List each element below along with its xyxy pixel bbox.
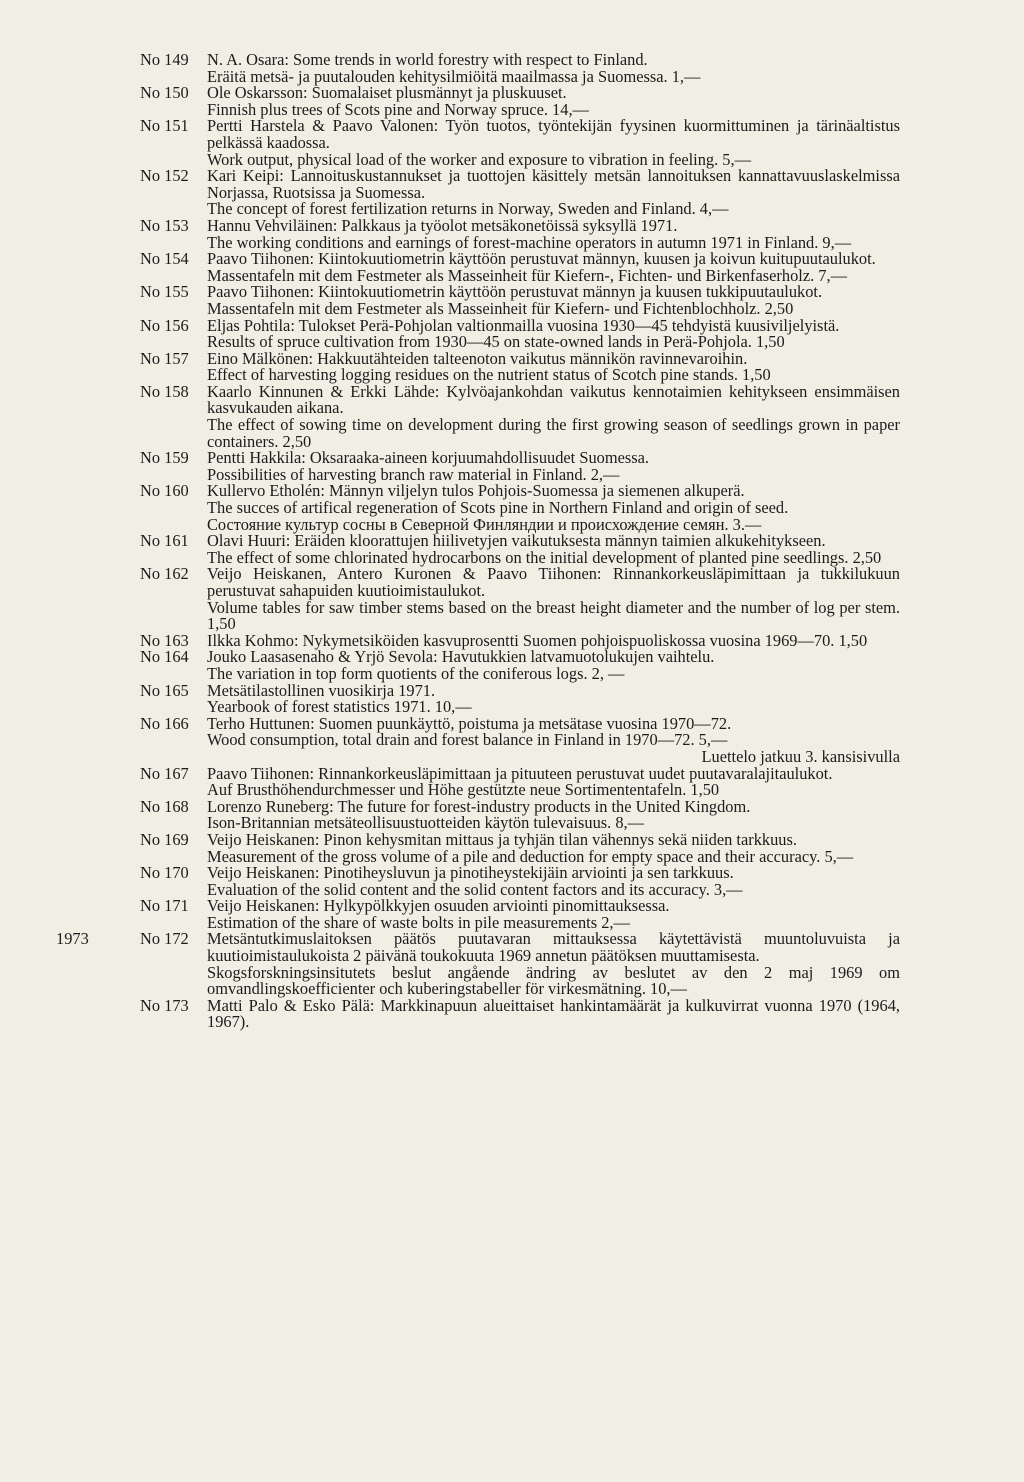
publication-entry [140,348,900,385]
entry-title: Eljas Pohtila: Tulokset Perä-Pohjolan valtionmailla vuosina 1930—45 tehdyistä kuusiviljelyistä. [207,315,840,335]
entry-translation: Eräitä metsä- ja puutalouden kehitysilmiöitä maailmassa ja Suomessa. 1,— [207,66,701,86]
entry-title: Eino Mälkönen: Hakkuutähteiden talteenoton vaikutus männikön ravinnevaroihin. [207,348,748,368]
entry-translation: Finnish plus trees of Scots pine and Norway spruce. 14,— [207,99,589,119]
entry-body [207,315,900,352]
entry-translation: Possibilities of harvesting branch raw material in Finland. 2,— [207,464,620,484]
entry-body [207,865,900,898]
entry-title: Veijo Heiskanen: Pinotiheysluvun ja pinotiheystekijäin arviointi ja sen tarkkuus. [207,863,734,883]
publication-entry [140,315,900,352]
entry-number: No 160 [140,481,189,501]
entry-number: No 172 [140,929,189,949]
entry-body [207,450,900,483]
entry-number: No 170 [140,863,189,883]
entry-title: Metsätilastollinen vuosikirja 1971. [207,680,436,700]
entry-title: Metsäntutkimuslaitoksen päätös puutavaran mittauksessa käytettävistä muuntoluvuista ja kuutioimistaulukoista 2 päivänä toukokuuta 1969 annetun päätöksen muuttamisesta. [207,929,900,966]
entry-number: No 155 [140,282,189,302]
entry-translation: Results of spruce cultivation from 1930—45 on state-owned lands in Perä-Pohjola. 1,50 [207,332,785,352]
entry-translation: Ison-Britannian metsäteollisuustuotteiden käytön tulevaisuus. 8,— [207,813,645,833]
publication-entry [140,85,900,118]
entry-body [207,483,900,533]
publication-entry [140,898,900,931]
entry-title: Veijo Heiskanen: Pinon kehysmitan mittaus ja tyhjän tilan vähennys sekä niiden tarkkuus. [207,829,797,849]
entry-number: No 164 [140,647,189,667]
entry-translation: The working conditions and earnings of forest-machine operators in autumn 1971 in Finland. 9,— [207,232,852,252]
entry-title: Hannu Vehviläinen: Palkkaus ja työolot metsäkonetöissä syksyllä 1971. [207,215,678,235]
entry-body [207,85,900,118]
publication-entry [140,118,900,168]
publication-entry [140,829,900,866]
entry-body [207,348,900,385]
entry-translation: The succes of artifical regeneration of Scots pine in Northern Finland and origin of seed. [207,498,789,518]
entry-title: Ole Oskarsson: Suomalaiset plusmännyt ja pluskuuset. [207,83,567,103]
entry-number: No 152 [140,166,189,186]
entry-number: No 157 [140,348,189,368]
entry-title: Pentti Hakkila: Oksaraaka-aineen korjuumahdollisuudet Suomessa. [207,448,649,468]
publication-entry [140,931,900,997]
entry-body [207,931,900,997]
entry-translation: Massentafeln mit dem Festmeter als Masseinheit für Kiefern- und Fichtenblochholz. 2,50 [207,298,794,318]
publication-entry [140,763,900,800]
publication-entry [140,649,900,682]
publication-entry [140,713,900,766]
publication-entry [140,168,900,218]
entry-number: No 165 [140,680,189,700]
entry-title: Lorenzo Runeberg: The future for forest-industry products in the United Kingdom. [207,796,751,816]
entry-body [207,898,900,931]
publication-entry [140,251,900,284]
entry-title: Olavi Huuri: Eräiden kloorattujen hiilivetyjen vaikutuksesta männyn taimien alkukehitykseen. [207,531,826,551]
entry-number: No 154 [140,249,189,269]
entry-number: No 149 [140,50,189,69]
entry-translation: The effect of sowing time on development during the first growing season of seedlings grown in paper containers. 2,50 [207,415,900,451]
entry-title: Paavo Tiihonen: Rinnankorkeusläpimittaan ja pituuteen perustuvat uudet puutavaralajitaulukot. [207,763,833,783]
entry-body [207,829,900,866]
entry-title: Ilkka Kohmo: Nykymetsiköiden kasvuprosentti Suomen pohjoispuoliskossa vuosina 1969—70. 1,50 [207,630,868,650]
publication-entry [140,215,900,252]
entry-translation: Effect of harvesting logging residues on the nutrient status of Scotch pine stands. 1,50 [207,365,771,385]
entry-number: No 161 [140,531,189,551]
entry-number: No 156 [140,315,189,335]
entry-body [207,251,900,284]
entry-body [207,284,900,317]
entry-number: No 158 [140,381,189,401]
entry-translation: Wood consumption, total drain and forest balance in Finland in 1970—72. 5,— [207,730,728,750]
publication-entry [140,533,900,566]
publication-list [140,52,900,1031]
entry-title: Matti Palo & Esko Pälä: Markkinapuun alueittaiset hankintamäärät ja kulkuvirrat vuonna 1970 (1964, 1967). [207,995,900,1032]
publication-entry [140,796,900,833]
entry-title: Kaarlo Kinnunen & Erkki Lähde: Kylvöajankohdan vaikutus kennotaimien kehitykseen ensimmäisen kasvukauden aikana. [207,381,900,418]
entry-title: Paavo Tiihonen: Kiintokuutiometrin käyttöön perustuvat männyn, kuusen ja koivun kuitupuutaulukot. [207,249,876,269]
entry-number: No 151 [140,116,189,136]
entry-number: No 173 [140,995,189,1015]
entry-body [207,713,900,766]
publication-entry [140,680,900,717]
entry-number: No 166 [140,713,189,733]
entry-translation: Estimation of the share of waste bolts in pile measurements 2,— [207,912,630,932]
publication-entry [140,995,900,1032]
entry-number: No 171 [140,896,189,916]
publication-entry [140,865,900,898]
entry-body [207,533,900,566]
entry-title: Veijo Heiskanen, Antero Kuronen & Paavo Tiihonen: Rinnankorkeusläpimittaan ja tukkilukuun perustuvat sahapuiden kuutioimistaulukot. [207,564,900,600]
entry-body [207,995,900,1032]
margin-year: 1973 [56,929,89,948]
entry-body [207,215,900,252]
entry-title: Terho Huttunen: Suomen puunkäyttö, poistuma ja metsätase vuosina 1970—72. [207,713,732,733]
publication-entry [140,284,900,317]
entry-translation: Work output, physical load of the worker and exposure to vibration in feeling. 5,— [207,149,751,169]
entry-translation: Состояние культур сосны в Северной Финляндии и происхождение семян. 3.— [207,514,762,534]
entry-title: Kari Keipi: Lannoituskustannukset ja tuottojen käsittely metsän lannoituksen kannattavuuslaskelmissa Norjassa, Ruotsissa ja Suomessa. [207,166,900,202]
entry-body [207,680,900,717]
entry-translation: The variation in top form quotients of the coniferous logs. 2, — [207,663,625,683]
publication-entry [140,52,900,85]
entry-translation: Measurement of the gross volume of a pile and deduction for empty space and their accuracy. 5,— [207,846,854,866]
publication-entry [140,381,900,451]
entry-body [207,649,900,682]
entry-translation: The concept of forest fertilization returns in Norway, Sweden and Finland. 4,— [207,199,729,219]
continuation-note: Luettelo jatkuu 3. kansisivulla [701,746,900,766]
entry-body [207,118,900,168]
entry-title: Pertti Harstela & Paavo Valonen: Työn tuotos, työntekijän fyysinen kuormittuminen ja tärinäaltistus pelkässä kaadossa. [207,116,900,152]
entry-title: Paavo Tiihonen: Kiintokuutiometrin käyttöön perustuvat männyn ja kuusen tukkipuutaulukot. [207,282,823,302]
entry-number: No 163 [140,630,189,650]
publication-entry [140,450,900,483]
entry-translation: Evaluation of the solid content and the solid content factors and its accuracy. 3,— [207,879,743,899]
entry-translation: Yearbook of forest statistics 1971. 10,— [207,697,472,717]
entry-body [207,566,900,632]
entry-number: No 167 [140,763,189,783]
entry-title: Kullervo Etholén: Männyn viljelyn tulos Pohjois-Suomessa ja siemenen alkuperä. [207,481,745,501]
publication-entry [140,483,900,533]
entry-number: No 169 [140,829,189,849]
entry-body [207,168,900,218]
entry-title: Veijo Heiskanen: Hylkypölkkyjen osuuden arviointi pinomittauksessa. [207,896,670,916]
entry-title: N. A. Osara: Some trends in world forestry with respect to Finland. [207,50,648,69]
entry-title: Jouko Laasasenaho & Yrjö Sevola: Havutukkien latvamuotolukujen vaihtelu. [207,647,715,667]
entry-body [207,796,900,833]
entry-number: No 153 [140,215,189,235]
entry-translation: Skogsforskningsinsitutets beslut angående ändring av beslutet av den 2 maj 1969 om omvandlingskoefficienter och kuberingstabeller för virkesmätning. 10,— [207,962,900,999]
publication-entry [140,566,900,632]
entry-body [207,381,900,451]
entry-number: No 168 [140,796,189,816]
entry-body [207,52,900,85]
entry-number: No 162 [140,564,189,584]
entry-translation: Auf Brusthöhendurchmesser und Höhe gestützte neue Sortimententafeln. 1,50 [207,780,720,800]
entry-number: No 150 [140,83,189,103]
entry-translation: Massentafeln mit dem Festmeter als Masseinheit für Kiefern-, Fichten- und Birkenfaserholz. 7,— [207,265,847,285]
entry-translation: Volume tables for saw timber stems based on the breast height diameter and the number of log per stem. 1,50 [207,597,900,634]
entry-body [207,763,900,800]
entry-translation: The effect of some chlorinated hydrocarbons on the initial development of planted pine seedlings. 2,50 [207,547,882,567]
entry-number: No 159 [140,448,189,468]
